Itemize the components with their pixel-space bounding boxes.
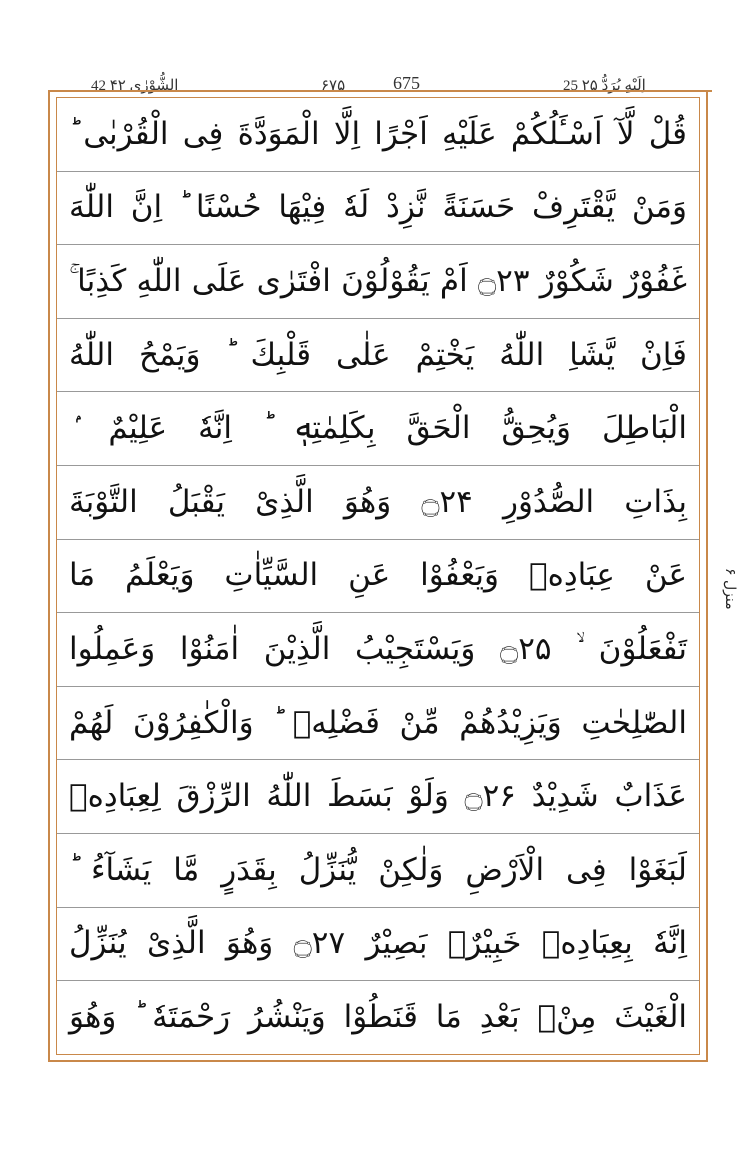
line-text: عَنْ عِبَادِهٖ وَيَعْفُوْا عَنِ السَّيِّاٰتِ وَيَعْلَمُ مَا [69, 557, 687, 594]
line-text: لَبَغَوْا فِى الْاَرْضِ وَلٰكِنْ يُّنَزِّلُ بِقَدَرٍ مَّا يَشَآءُ ؕ [69, 851, 687, 888]
verse-line [57, 760, 699, 834]
verse-line [57, 981, 699, 1054]
line-text: قُلْ لَّآ اَسْـَٔلُكُمْ عَلَيْهِ اَجْرًا اِلَّا الْمَوَدَّةَ فِى الْقُرْبٰى ؕ [69, 115, 687, 152]
line-text: بِذَاتِ الصُّدُوْرِ ۝۲۴ وَهُوَ الَّذِىْ يَقْبَلُ التَّوْبَةَ [69, 483, 687, 520]
verse-line [57, 172, 699, 246]
line-text: الصّٰلِحٰتِ وَيَزِيْدُهُمْ مِّنْ فَضْلِهٖ ؕ وَالْكٰفِرُوْنَ لَهُمْ [69, 704, 687, 741]
verse-line [57, 908, 699, 982]
line-text: وَمَنْ يَّقْتَرِفْ حَسَنَةً نَّزِدْ لَهٗ فِيْهَا حُسْنًا ؕ اِنَّ اللّٰهَ [69, 189, 687, 226]
verse-line [57, 245, 699, 319]
line-text: عَذَابٌ شَدِيْدٌ ۝۲۶ وَلَوْ بَسَطَ اللّٰهُ الرِّزْقَ لِعِبَادِهٖ [69, 778, 688, 815]
line-text: تَفْعَلُوْنَ ۙ ۝۲۵ وَيَسْتَجِيْبُ الَّذِيْنَ اٰمَنُوْا وَعَمِلُوا [69, 630, 687, 667]
verse-line [57, 687, 699, 761]
line-text: فَاِنْ يَّشَاِ اللّٰهُ يَخْتِمْ عَلٰى قَلْبِكَ ؕ وَيَمْحُ اللّٰهُ [69, 336, 687, 373]
line-text: اِنَّهٗ بِعِبَادِهٖ خَبِيْرٌۢ بَصِيْرٌ ۝۲۷ وَهُوَ الَّذِىْ يُنَزِّلُ [69, 925, 688, 962]
verse-line [57, 392, 699, 466]
surah-name: 42 الشُّوْرٰى ۴۲ [88, 76, 181, 95]
page-number: 675 [390, 73, 423, 94]
verse-line [57, 319, 699, 393]
verse-line [57, 613, 699, 687]
juz-name: 25 اِلَيْهِ يُرَدُّ ۲۵ [560, 76, 649, 95]
line-text: الْغَيْثَ مِنْۢ بَعْدِ مَا قَنَطُوْا وَيَنْشُرُ رَحْمَتَهٗ ؕ وَهُوَ [69, 999, 687, 1036]
page-number-arabic: ۶۷۵ [318, 76, 348, 95]
line-text: غَفُوْرٌ شَكُوْرٌ ۝۲۳ اَمْ يَقُوْلُوْنَ افْتَرٰى عَلَى اللّٰهِ كَذِبًا ۚ [69, 262, 688, 299]
line-text: الْبَاطِلَ وَيُحِقُّ الْحَقَّ بِكَلِمٰتِهٖ ؕ اِنَّهٗ عَلِيْمٌ ۢ [69, 410, 687, 447]
manzil-marker: منزل ۶ [722, 568, 738, 610]
verse-line [57, 98, 699, 172]
verse-line [57, 466, 699, 540]
text-area [56, 97, 700, 1055]
verse-line [57, 834, 699, 908]
verse-line [57, 540, 699, 614]
